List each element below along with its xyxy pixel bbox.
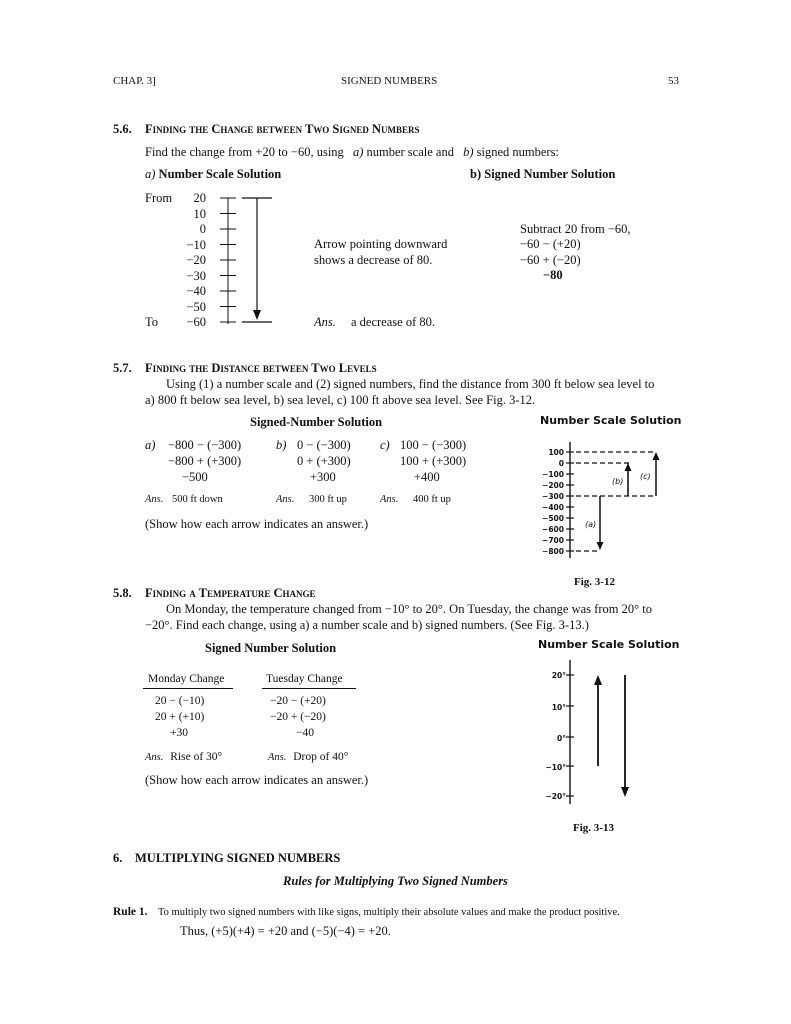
calc-line-3: −60 + (−20) xyxy=(520,253,581,267)
col-c-line-3: +400 xyxy=(414,470,440,484)
scale-value: 10 xyxy=(193,206,206,221)
section-5-7-line-1: Using (1) a number scale and (2) signed numbers, find the distance from 300 ft below sea level to xyxy=(166,377,655,391)
col-b-line-3: +300 xyxy=(310,470,336,484)
fig-tick-label: −200 xyxy=(542,481,564,490)
col-c-line-1: 100 − (−300) xyxy=(400,438,467,452)
fig-label-c: (c) xyxy=(640,472,651,481)
from-label: From xyxy=(145,191,173,205)
calc-line-2: −60 − (+20) xyxy=(520,237,581,251)
ans-label: Ans. xyxy=(380,494,399,505)
section-5-7-note: (Show how each arrow indicates an answer.) xyxy=(145,517,369,531)
fig-3-13-diagram xyxy=(530,658,640,808)
fig-tick-label: −10° xyxy=(545,763,566,772)
scale-value: −60 xyxy=(186,315,206,329)
fig-tick-label: −500 xyxy=(542,514,564,523)
fig-tick-label: −400 xyxy=(542,503,564,512)
fig-3-13-caption: Fig. 3-13 xyxy=(573,822,614,834)
monday-underline xyxy=(143,688,233,689)
header-page-number: 53 xyxy=(668,75,679,87)
rule-1-example: Thus, (+5)(+4) = +20 and (−5)(−4) = +20. xyxy=(180,924,391,938)
scale-value: −20 xyxy=(186,253,206,267)
tuesday-underline xyxy=(262,688,356,689)
scale-value: −30 xyxy=(186,268,206,283)
fig-tick-label: −800 xyxy=(542,547,564,556)
scale-value: −40 xyxy=(186,284,206,298)
calc-line-1: Subtract 20 from −60, xyxy=(520,222,631,236)
signed-number-solution-heading: Signed-Number Solution xyxy=(250,415,383,429)
monday-line-3: +30 xyxy=(170,727,188,739)
option-b-letter: b) xyxy=(463,145,474,159)
col-c-line-2: 100 + (+300) xyxy=(400,454,467,468)
section-6-title: MULTIPLYING SIGNED NUMBERS xyxy=(135,851,341,865)
scale-value: −10 xyxy=(186,237,206,252)
ans-a-text: 500 ft down xyxy=(172,494,223,505)
section-5-8-line-2: −20°. Find each change, using a) a number scale and b) signed numbers. (See Fig. 3-13.) xyxy=(145,618,589,632)
monday-change-heading: Monday Change xyxy=(148,673,225,685)
rule-1-label: Rule 1. xyxy=(113,906,148,918)
ans-label: Ans. xyxy=(276,494,295,505)
fig-tick-label: 100 xyxy=(548,448,564,457)
answer-a xyxy=(145,494,223,505)
section-5-8-note: (Show how each arrow indicates an answer.) xyxy=(145,773,369,787)
note-line-1: Arrow pointing downward xyxy=(314,237,448,251)
ans-b-text: 300 ft up xyxy=(309,494,347,505)
ans-c-text: 400 ft up xyxy=(413,494,451,505)
rule-1-text: To multiply two signed numbers with like signs, multiply their absolute values and make the product positive. xyxy=(158,907,620,918)
monday-ans-text: Rise of 30° xyxy=(170,751,223,763)
col-a-letter: a) xyxy=(145,438,156,452)
signed-number-heading: b) Signed Number Solution xyxy=(470,167,616,181)
fig-tick-label: 20° xyxy=(551,671,566,680)
monday-answer xyxy=(145,751,222,763)
arrow-a-head-icon xyxy=(597,542,604,550)
to-label: To xyxy=(145,315,159,329)
scale-value: 20 xyxy=(193,191,206,205)
monday-line-2: 20 + (+10) xyxy=(155,711,205,723)
header-title: SIGNED NUMBERS xyxy=(341,75,438,87)
fig-tick-label: −20° xyxy=(545,792,566,801)
option-a-letter: a) xyxy=(352,145,364,159)
heading-a-letter: a) xyxy=(145,167,156,181)
rise-arrow-head-icon xyxy=(594,675,602,685)
tuesday-line-2: −20 + (−20) xyxy=(270,711,326,723)
fig-3-13-title: Number Scale Solution xyxy=(538,638,680,651)
signed-number-solution-heading-2: Signed Number Solution xyxy=(205,641,337,655)
fig-tick-label: 0 xyxy=(558,459,564,468)
option-b-text: signed numbers: xyxy=(476,145,559,159)
col-c-letter: c) xyxy=(380,438,390,452)
note-line-2: shows a decrease of 80. xyxy=(314,253,433,267)
section-5-7-title: Finding the Distance between Two Levels xyxy=(145,361,377,375)
monday-line-1: 20 − (−10) xyxy=(155,695,205,707)
arrow-c-head-icon xyxy=(653,452,660,460)
col-b-letter: b) xyxy=(276,438,287,452)
fig-tick-label: 10° xyxy=(551,703,566,712)
col-a-line-3: −500 xyxy=(182,470,208,484)
ans-label: Ans. xyxy=(145,752,164,763)
scale-value: −50 xyxy=(186,299,206,314)
fig-tick-label: −100 xyxy=(542,470,564,479)
ans-label: Ans. xyxy=(314,315,336,329)
calc-result: −80 xyxy=(543,268,563,282)
fig-tick-label: −300 xyxy=(542,492,564,501)
col-b-line-1: 0 − (−300) xyxy=(297,438,351,452)
fig-3-12-caption: Fig. 3-12 xyxy=(574,576,615,588)
answer-b xyxy=(276,494,347,505)
section-5-8-number: 5.8. xyxy=(113,586,132,600)
tuesday-line-1: −20 − (+20) xyxy=(270,695,326,707)
number-scale-diagram xyxy=(208,190,288,332)
tuesday-answer xyxy=(268,751,348,763)
section-5-6-number: 5.6. xyxy=(113,122,132,136)
col-a-line-2: −800 + (+300) xyxy=(168,454,242,468)
section-5-8-title: Finding a Temperature Change xyxy=(145,586,316,600)
col-b-line-2: 0 + (+300) xyxy=(297,454,351,468)
fig-3-12-title: Number Scale Solution xyxy=(540,414,682,427)
drop-arrow-head-icon xyxy=(621,787,629,797)
fig-tick-label: −600 xyxy=(542,525,564,534)
number-scale-heading xyxy=(145,167,281,182)
heading-a-text: Number Scale Solution xyxy=(158,167,282,181)
arrow-b-head-icon xyxy=(625,463,632,471)
tuesday-ans-text: Drop of 40° xyxy=(293,751,349,763)
prompt-text: Find the change from +20 to −60, using xyxy=(145,145,344,159)
rules-subtitle: Rules for Multiplying Two Signed Numbers xyxy=(283,874,508,888)
tuesday-line-3: −40 xyxy=(296,727,314,739)
section-5-6-prompt xyxy=(145,145,559,160)
tuesday-change-heading: Tuesday Change xyxy=(266,673,343,685)
section-5-6-title: Finding the Change between Two Signed Numbers xyxy=(145,122,420,136)
section-6-number: 6. xyxy=(113,851,123,865)
col-a-line-1: −800 − (−300) xyxy=(168,438,242,452)
fig-label-a: (a) xyxy=(585,520,597,529)
section-5-7-line-2: a) 800 ft below sea level, b) sea level, c) 100 ft above sea level. See Fig. 3-12. xyxy=(145,393,536,407)
fig-tick-label: 0° xyxy=(557,734,566,743)
arrow-head-icon xyxy=(253,310,261,320)
option-a-text: number scale and xyxy=(366,145,454,159)
fig-label-b: (b) xyxy=(612,477,624,486)
ans-label: Ans. xyxy=(145,494,164,505)
answer-5-6 xyxy=(314,315,435,330)
ans-text: a decrease of 80. xyxy=(351,315,435,329)
section-5-7-number: 5.7. xyxy=(113,361,132,375)
ans-label: Ans. xyxy=(268,752,287,763)
fig-tick-label: −700 xyxy=(542,536,564,545)
header-chapter: CHAP. 3] xyxy=(113,75,156,87)
fig-3-12-diagram xyxy=(520,436,670,566)
answer-c xyxy=(380,494,451,505)
section-5-8-line-1: On Monday, the temperature changed from −10° to 20°. On Tuesday, the change was from 20° to xyxy=(166,602,652,616)
scale-value: 0 xyxy=(199,222,206,236)
